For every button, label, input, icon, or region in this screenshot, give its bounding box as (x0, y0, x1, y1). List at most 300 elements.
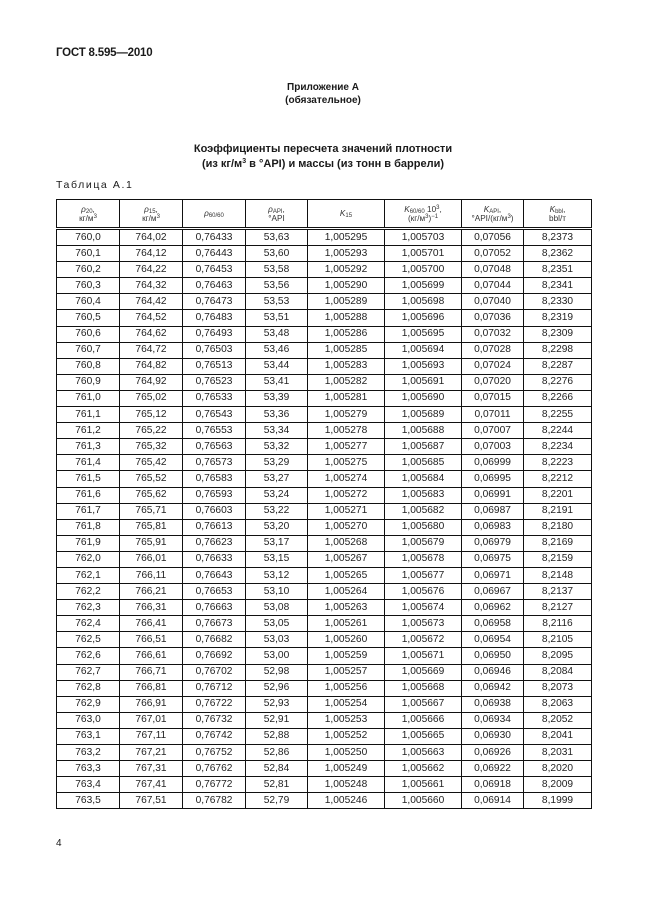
cell-k6060: 1,005684 (385, 471, 462, 487)
cell-rho-api: 53,44 (246, 358, 308, 374)
cell-k6060: 1,005700 (385, 262, 462, 278)
section-title-line2-suffix: в °API) и массы (из тонн в баррели) (246, 158, 445, 170)
table-row (57, 503, 592, 519)
cell-rho-api: 53,24 (246, 487, 308, 503)
cell-rho20: 761,3 (57, 439, 120, 455)
cell-rho-api: 52,88 (246, 728, 308, 744)
cell-rho15: 766,61 (120, 648, 183, 664)
table-row (57, 326, 592, 342)
cell-rho15: 766,51 (120, 632, 183, 648)
cell-k15: 1,005289 (308, 294, 385, 310)
cell-k15: 1,005253 (308, 712, 385, 728)
cell-k-bbl: 8,2148 (524, 567, 592, 583)
table-row (57, 390, 592, 406)
cell-k6060: 1,005669 (385, 664, 462, 680)
cell-rho6060: 0,76593 (183, 487, 246, 503)
cell-rho6060: 0,76633 (183, 551, 246, 567)
cell-rho15: 767,21 (120, 745, 183, 761)
column-header-k-bbl: $K_{bbl}$, bbl/т (524, 200, 592, 229)
column-header-rho20: $\rho_{20}$, $кг/м^3$ (57, 200, 120, 229)
cell-rho6060: 0,76692 (183, 648, 246, 664)
cell-rho20: 762,7 (57, 664, 120, 680)
cell-k15: 1,005285 (308, 342, 385, 358)
cell-k-api: 0,06950 (462, 648, 524, 664)
cell-k-bbl: 8,2298 (524, 342, 592, 358)
cell-k-bbl: 8,2052 (524, 712, 592, 728)
standard-code: ГОСТ 8.595—2010 (56, 47, 153, 59)
cell-k15: 1,005260 (308, 632, 385, 648)
cell-k-api: 0,06983 (462, 519, 524, 535)
cell-rho15: 764,22 (120, 262, 183, 278)
cell-rho6060: 0,76583 (183, 471, 246, 487)
cell-rho-api: 53,03 (246, 632, 308, 648)
cell-rho15: 764,62 (120, 326, 183, 342)
cell-rho-api: 53,41 (246, 374, 308, 390)
cell-k15: 1,005271 (308, 503, 385, 519)
cell-rho20: 761,9 (57, 535, 120, 551)
table-row (57, 487, 592, 503)
cell-rho-api: 53,10 (246, 584, 308, 600)
cell-rho6060: 0,76483 (183, 310, 246, 326)
cell-k15: 1,005290 (308, 278, 385, 294)
cell-rho15: 765,22 (120, 423, 183, 439)
cell-rho20: 760,2 (57, 262, 120, 278)
cell-rho20: 761,4 (57, 455, 120, 471)
cell-k-api: 0,07015 (462, 390, 524, 406)
table-body (57, 229, 592, 809)
cell-rho15: 765,81 (120, 519, 183, 535)
cell-rho20: 761,8 (57, 519, 120, 535)
table-row (57, 761, 592, 777)
cell-k6060: 1,005672 (385, 632, 462, 648)
cell-k6060: 1,005662 (385, 761, 462, 777)
cell-rho15: 766,41 (120, 616, 183, 632)
table-row (57, 632, 592, 648)
cell-rho-api: 53,20 (246, 519, 308, 535)
cell-k6060: 1,005689 (385, 407, 462, 423)
cell-k6060: 1,005694 (385, 342, 462, 358)
cell-k-api: 0,06954 (462, 632, 524, 648)
cell-rho20: 760,9 (57, 374, 120, 390)
cell-k-api: 0,06914 (462, 793, 524, 809)
cell-rho20: 761,1 (57, 407, 120, 423)
cell-rho15: 767,31 (120, 761, 183, 777)
cell-rho20: 762,8 (57, 680, 120, 696)
cell-rho15: 764,02 (120, 229, 183, 246)
cell-rho15: 764,82 (120, 358, 183, 374)
cell-k-api: 0,06958 (462, 616, 524, 632)
cell-rho6060: 0,76453 (183, 262, 246, 278)
cell-k-api: 0,07048 (462, 262, 524, 278)
cell-k15: 1,005268 (308, 535, 385, 551)
cell-rho20: 760,7 (57, 342, 120, 358)
cell-k15: 1,005267 (308, 551, 385, 567)
cell-rho15: 767,51 (120, 793, 183, 809)
cell-k-bbl: 8,2330 (524, 294, 592, 310)
cell-k-bbl: 8,2255 (524, 407, 592, 423)
cell-rho-api: 52,96 (246, 680, 308, 696)
table-row (57, 680, 592, 696)
cell-k6060: 1,005678 (385, 551, 462, 567)
cell-k-api: 0,06975 (462, 551, 524, 567)
cell-k-bbl: 8,2362 (524, 246, 592, 262)
cell-rho20: 762,1 (57, 567, 120, 583)
cell-k-bbl: 8,2319 (524, 310, 592, 326)
cell-k15: 1,005246 (308, 793, 385, 809)
section-title (0, 142, 646, 172)
cell-k-api: 0,07040 (462, 294, 524, 310)
table-row (57, 535, 592, 551)
table-row (57, 567, 592, 583)
cell-k-api: 0,06930 (462, 728, 524, 744)
cell-rho15: 764,32 (120, 278, 183, 294)
cell-k15: 1,005277 (308, 439, 385, 455)
cell-rho6060: 0,76603 (183, 503, 246, 519)
cell-rho6060: 0,76752 (183, 745, 246, 761)
table-row (57, 696, 592, 712)
annex-status: (обязательное) (285, 95, 361, 106)
cell-k-bbl: 8,2105 (524, 632, 592, 648)
table-row (57, 745, 592, 761)
table-row (57, 455, 592, 471)
cell-k15: 1,005293 (308, 246, 385, 262)
cell-rho20: 763,0 (57, 712, 120, 728)
column-header-k-api: $K_{API}$, $^\circ API/(кг/м^3)$ (462, 200, 524, 229)
table-header-row (57, 200, 592, 229)
table-row (57, 229, 592, 246)
cell-k-api: 0,06946 (462, 664, 524, 680)
cell-rho6060: 0,76563 (183, 439, 246, 455)
cell-k-api: 0,07003 (462, 439, 524, 455)
cell-rho6060: 0,76762 (183, 761, 246, 777)
cell-k6060: 1,005691 (385, 374, 462, 390)
cell-rho20: 761,0 (57, 390, 120, 406)
cell-rho20: 762,9 (57, 696, 120, 712)
cell-rho20: 762,5 (57, 632, 120, 648)
cell-rho6060: 0,76702 (183, 664, 246, 680)
cell-k-api: 0,07032 (462, 326, 524, 342)
table-row (57, 262, 592, 278)
cell-rho15: 764,92 (120, 374, 183, 390)
table-row (57, 712, 592, 728)
cell-rho15: 765,71 (120, 503, 183, 519)
cell-rho15: 765,32 (120, 439, 183, 455)
cell-rho-api: 53,00 (246, 648, 308, 664)
cell-rho6060: 0,76503 (183, 342, 246, 358)
cell-k6060: 1,005685 (385, 455, 462, 471)
table-row (57, 616, 592, 632)
cell-rho15: 767,11 (120, 728, 183, 744)
cell-k-api: 0,07044 (462, 278, 524, 294)
cell-k15: 1,005279 (308, 407, 385, 423)
cell-k6060: 1,005695 (385, 326, 462, 342)
cell-rho20: 762,2 (57, 584, 120, 600)
cell-k15: 1,005292 (308, 262, 385, 278)
cell-rho-api: 53,56 (246, 278, 308, 294)
cell-k15: 1,005278 (308, 423, 385, 439)
cell-k6060: 1,005665 (385, 728, 462, 744)
cell-k6060: 1,005680 (385, 519, 462, 535)
cell-k-api: 0,06942 (462, 680, 524, 696)
cell-rho6060: 0,76682 (183, 632, 246, 648)
cell-k-bbl: 8,2127 (524, 600, 592, 616)
cell-rho-api: 53,22 (246, 503, 308, 519)
cell-rho15: 765,62 (120, 487, 183, 503)
column-header-rho6060: $\rho_{60/60}$ (183, 200, 246, 229)
cell-k-bbl: 8,2020 (524, 761, 592, 777)
cell-rho15: 766,91 (120, 696, 183, 712)
cell-rho15: 766,01 (120, 551, 183, 567)
cell-rho15: 765,52 (120, 471, 183, 487)
cell-rho6060: 0,76613 (183, 519, 246, 535)
cell-rho6060: 0,76443 (183, 246, 246, 262)
cell-rho20: 760,1 (57, 246, 120, 262)
cell-rho-api: 52,84 (246, 761, 308, 777)
cell-k6060: 1,005682 (385, 503, 462, 519)
cell-rho-api: 52,91 (246, 712, 308, 728)
table-row (57, 471, 592, 487)
cell-k-api: 0,07024 (462, 358, 524, 374)
cell-rho20: 760,0 (57, 229, 120, 246)
cell-rho6060: 0,76643 (183, 567, 246, 583)
cell-k15: 1,005261 (308, 616, 385, 632)
cell-k6060: 1,005677 (385, 567, 462, 583)
cell-rho15: 764,12 (120, 246, 183, 262)
cell-rho-api: 52,86 (246, 745, 308, 761)
cell-rho-api: 53,27 (246, 471, 308, 487)
cell-rho20: 761,7 (57, 503, 120, 519)
table-row (57, 310, 592, 326)
cell-rho-api: 53,32 (246, 439, 308, 455)
column-header-k15: $K_{15}$ (308, 200, 385, 229)
cell-rho-api: 53,48 (246, 326, 308, 342)
cell-rho-api: 53,15 (246, 551, 308, 567)
cell-rho-api: 53,51 (246, 310, 308, 326)
cell-rho20: 763,3 (57, 761, 120, 777)
cell-k-bbl: 8,2073 (524, 680, 592, 696)
cell-k15: 1,005252 (308, 728, 385, 744)
cell-rho6060: 0,76772 (183, 777, 246, 793)
table-row (57, 519, 592, 535)
cell-rho6060: 0,76553 (183, 423, 246, 439)
cell-rho20: 762,3 (57, 600, 120, 616)
cell-rho15: 765,02 (120, 390, 183, 406)
cell-rho6060: 0,76782 (183, 793, 246, 809)
cell-k15: 1,005288 (308, 310, 385, 326)
cell-rho6060: 0,76533 (183, 390, 246, 406)
table-label: Таблица А.1 (56, 179, 134, 191)
cell-k-bbl: 8,2212 (524, 471, 592, 487)
cell-k-bbl: 8,2084 (524, 664, 592, 680)
table-row (57, 407, 592, 423)
cell-rho-api: 53,46 (246, 342, 308, 358)
cell-k6060: 1,005661 (385, 777, 462, 793)
cell-rho-api: 53,36 (246, 407, 308, 423)
cell-rho20: 762,6 (57, 648, 120, 664)
cell-k-api: 0,07052 (462, 246, 524, 262)
cell-k15: 1,005274 (308, 471, 385, 487)
cell-k6060: 1,005687 (385, 439, 462, 455)
table-row (57, 664, 592, 680)
cell-k-bbl: 8,2159 (524, 551, 592, 567)
cell-k-bbl: 8,2031 (524, 745, 592, 761)
section-title-line1: Коэффициенты пересчета значений плотности (193, 143, 453, 155)
cell-k-api: 0,07056 (462, 229, 524, 246)
cell-k-api: 0,07011 (462, 407, 524, 423)
table-row (57, 584, 592, 600)
cell-k6060: 1,005683 (385, 487, 462, 503)
cell-k-bbl: 8,2234 (524, 439, 592, 455)
section-title-line2-prefix: (из кг/м (201, 158, 243, 170)
cell-k6060: 1,005693 (385, 358, 462, 374)
cell-k-api: 0,06967 (462, 584, 524, 600)
cell-k6060: 1,005690 (385, 390, 462, 406)
cell-k-bbl: 8,2244 (524, 423, 592, 439)
table-row (57, 600, 592, 616)
cell-rho6060: 0,76543 (183, 407, 246, 423)
cell-rho15: 766,11 (120, 567, 183, 583)
cell-k6060: 1,005668 (385, 680, 462, 696)
cell-rho20: 761,2 (57, 423, 120, 439)
cell-k-api: 0,06987 (462, 503, 524, 519)
cell-k6060: 1,005663 (385, 745, 462, 761)
cell-rho15: 765,12 (120, 407, 183, 423)
cell-rho15: 766,81 (120, 680, 183, 696)
cell-k-bbl: 8,2373 (524, 229, 592, 246)
cell-k15: 1,005281 (308, 390, 385, 406)
cell-k-bbl: 8,2266 (524, 390, 592, 406)
cell-k6060: 1,005698 (385, 294, 462, 310)
cell-k15: 1,005275 (308, 455, 385, 471)
cell-k-bbl: 8,2191 (524, 503, 592, 519)
cell-k15: 1,005257 (308, 664, 385, 680)
cell-k15: 1,005286 (308, 326, 385, 342)
cell-rho15: 766,31 (120, 600, 183, 616)
cell-rho15: 764,42 (120, 294, 183, 310)
cell-rho20: 760,3 (57, 278, 120, 294)
cell-rho6060: 0,76513 (183, 358, 246, 374)
cell-rho6060: 0,76663 (183, 600, 246, 616)
table-row (57, 246, 592, 262)
cell-k15: 1,005264 (308, 584, 385, 600)
cell-rho15: 765,91 (120, 535, 183, 551)
cell-k6060: 1,005673 (385, 616, 462, 632)
cell-k15: 1,005254 (308, 696, 385, 712)
cell-k6060: 1,005674 (385, 600, 462, 616)
table-row (57, 358, 592, 374)
cell-rho20: 763,5 (57, 793, 120, 809)
cell-rho15: 767,01 (120, 712, 183, 728)
cell-rho-api: 52,79 (246, 793, 308, 809)
cell-k15: 1,005270 (308, 519, 385, 535)
cell-k-api: 0,06962 (462, 600, 524, 616)
cell-k-api: 0,06918 (462, 777, 524, 793)
cell-rho20: 761,6 (57, 487, 120, 503)
table-row (57, 648, 592, 664)
cell-k6060: 1,005660 (385, 793, 462, 809)
cell-rho6060: 0,76712 (183, 680, 246, 696)
cell-rho6060: 0,76433 (183, 229, 246, 246)
cell-k-api: 0,07036 (462, 310, 524, 326)
cell-k6060: 1,005701 (385, 246, 462, 262)
table-row (57, 777, 592, 793)
cell-k-bbl: 8,2276 (524, 374, 592, 390)
cell-k15: 1,005263 (308, 600, 385, 616)
cell-rho6060: 0,76473 (183, 294, 246, 310)
cell-k-api: 0,06938 (462, 696, 524, 712)
annex-heading (0, 81, 646, 107)
cell-rho6060: 0,76722 (183, 696, 246, 712)
cell-k-bbl: 8,2009 (524, 777, 592, 793)
cell-rho15: 764,72 (120, 342, 183, 358)
cell-k-bbl: 8,2351 (524, 262, 592, 278)
table-row (57, 423, 592, 439)
cell-rho6060: 0,76623 (183, 535, 246, 551)
cell-k15: 1,005265 (308, 567, 385, 583)
cell-k-bbl: 8,2180 (524, 519, 592, 535)
table-row (57, 728, 592, 744)
cell-k15: 1,005295 (308, 229, 385, 246)
cell-rho-api: 53,53 (246, 294, 308, 310)
cell-k-api: 0,07028 (462, 342, 524, 358)
cell-k15: 1,005248 (308, 777, 385, 793)
section-title-line2-sup: 3 (242, 158, 247, 165)
cell-rho15: 765,42 (120, 455, 183, 471)
cell-rho20: 760,6 (57, 326, 120, 342)
cell-k-api: 0,07020 (462, 374, 524, 390)
conversion-table (56, 199, 592, 809)
cell-k-api: 0,06971 (462, 567, 524, 583)
cell-rho20: 760,5 (57, 310, 120, 326)
cell-k-bbl: 8,2341 (524, 278, 592, 294)
cell-k-api: 0,06934 (462, 712, 524, 728)
cell-k-api: 0,06991 (462, 487, 524, 503)
section-title-line2 (0, 157, 646, 172)
cell-rho-api: 53,63 (246, 229, 308, 246)
column-header-k6060: $K_{60/60}$ $10^3$, $(кг/м^3)^{-1}$ (385, 200, 462, 229)
cell-k-api: 0,06926 (462, 745, 524, 761)
cell-k6060: 1,005679 (385, 535, 462, 551)
cell-k-bbl: 8,2116 (524, 616, 592, 632)
cell-k6060: 1,005703 (385, 229, 462, 246)
cell-rho15: 767,41 (120, 777, 183, 793)
cell-rho6060: 0,76673 (183, 616, 246, 632)
cell-rho-api: 53,58 (246, 262, 308, 278)
cell-rho20: 760,4 (57, 294, 120, 310)
cell-k-bbl: 8,2063 (524, 696, 592, 712)
cell-k15: 1,005272 (308, 487, 385, 503)
cell-k15: 1,005283 (308, 358, 385, 374)
cell-rho6060: 0,76573 (183, 455, 246, 471)
cell-rho-api: 53,05 (246, 616, 308, 632)
cell-rho15: 766,71 (120, 664, 183, 680)
cell-k6060: 1,005676 (385, 584, 462, 600)
table-row (57, 374, 592, 390)
column-header-rho-api: $\rho_{API}$, °API (246, 200, 308, 229)
cell-k-api: 0,06979 (462, 535, 524, 551)
cell-rho-api: 53,08 (246, 600, 308, 616)
cell-rho-api: 53,12 (246, 567, 308, 583)
column-header-rho15: $\rho_{15}$, $кг/м^3$ (120, 200, 183, 229)
cell-rho15: 764,52 (120, 310, 183, 326)
cell-rho20: 762,4 (57, 616, 120, 632)
cell-k-api: 0,07007 (462, 423, 524, 439)
cell-rho6060: 0,76463 (183, 278, 246, 294)
cell-rho20: 761,5 (57, 471, 120, 487)
cell-k15: 1,005259 (308, 648, 385, 664)
cell-k-api: 0,06999 (462, 455, 524, 471)
page-number: 4 (56, 838, 62, 849)
